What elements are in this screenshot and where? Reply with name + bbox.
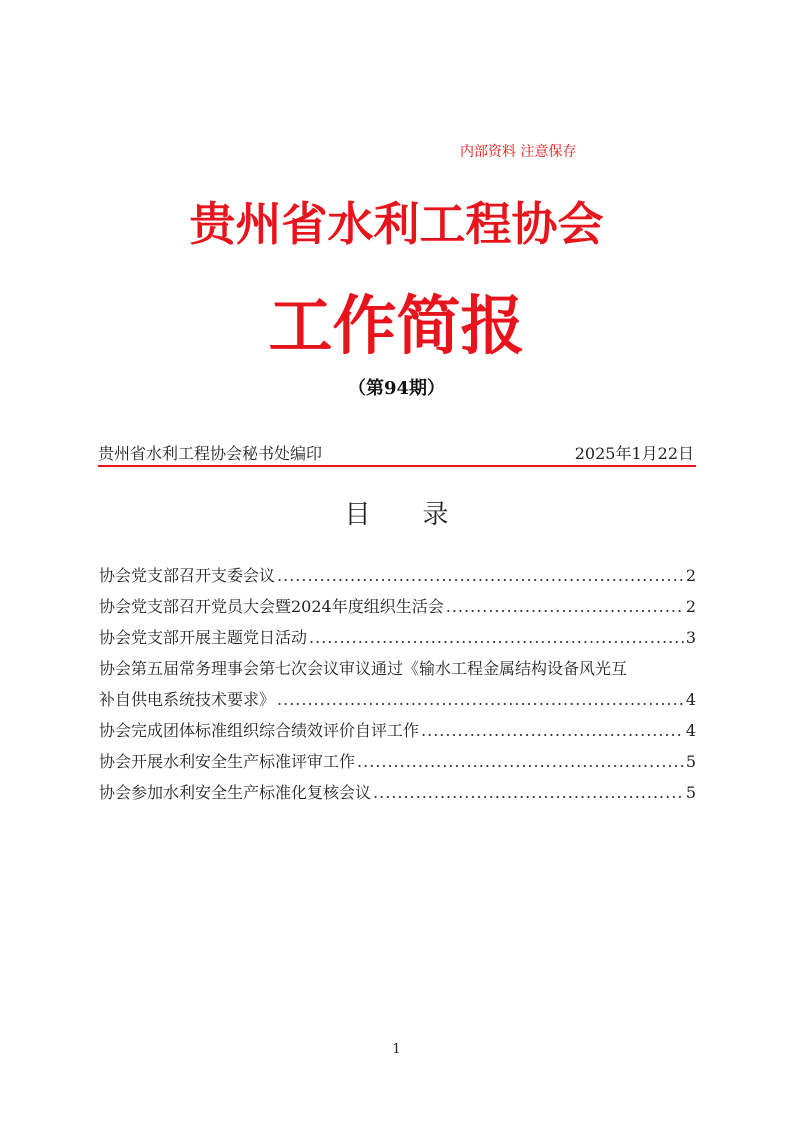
- toc-entry-title: 协会参加水利安全生产标准化复核会议: [99, 783, 372, 802]
- toc-leader: [357, 746, 684, 777]
- toc-entry-page: 2: [685, 597, 696, 616]
- toc-entry-page: 5: [685, 752, 696, 771]
- toc-entry-title: 协会党支部召开支委会议: [99, 566, 276, 585]
- editor-text: 贵州省水利工程协会秘书处编印: [98, 444, 323, 463]
- page-number: 1: [392, 1042, 401, 1057]
- publication-line: [98, 441, 694, 464]
- toc-entry-page: 2: [685, 566, 696, 585]
- issue-number: （第94期）: [347, 378, 446, 399]
- toc-leader: [277, 560, 684, 591]
- toc-entry-title: 协会开展水利安全生产标准评审工作: [99, 752, 356, 771]
- briefing-title: 工作简报: [268, 289, 525, 364]
- toc-heading-char-1: 目: [344, 500, 371, 530]
- toc-leader: [373, 777, 684, 808]
- toc-entry-title-line-2: 补自供电系统技术要求》: [99, 690, 276, 709]
- toc-entry[interactable]: [99, 746, 696, 777]
- toc-entry-page: 4: [685, 721, 696, 740]
- toc-entry[interactable]: [99, 622, 696, 653]
- toc-entry[interactable]: [99, 591, 696, 622]
- toc-heading: [0, 494, 793, 531]
- toc-entry-title: 协会完成团体标准组织综合绩效评价自评工作: [99, 721, 420, 740]
- toc-leader: [309, 622, 684, 653]
- toc-entry[interactable]: [99, 777, 696, 808]
- red-divider: [98, 465, 696, 467]
- toc-entry-page: 4: [685, 690, 696, 709]
- toc-entry-page: 5: [685, 783, 696, 802]
- toc-entry-title-line-1: 协会第五届常务理事会第七次会议审议通过《输水工程金属结构设备风光互: [99, 659, 628, 678]
- toc-entry[interactable]: [99, 560, 696, 591]
- toc-entry[interactable]: [99, 653, 696, 715]
- toc-entry-title: 协会党支部召开党员大会暨2024年度组织生活会: [99, 597, 444, 616]
- toc-heading-char-2: 录: [422, 500, 449, 530]
- toc-entry-page: 3: [685, 628, 696, 647]
- internal-notice: 内部资料 注意保存: [460, 144, 577, 160]
- toc-entry[interactable]: [99, 715, 696, 746]
- publication-date: 2025年1月22日: [574, 444, 694, 463]
- toc-leader: [277, 684, 684, 715]
- table-of-contents: [99, 560, 696, 808]
- toc-leader: [421, 715, 684, 746]
- organization-title: 贵州省水利工程协会: [189, 197, 604, 251]
- toc-leader: [446, 591, 684, 622]
- toc-entry-title: 协会党支部开展主题党日活动: [99, 628, 308, 647]
